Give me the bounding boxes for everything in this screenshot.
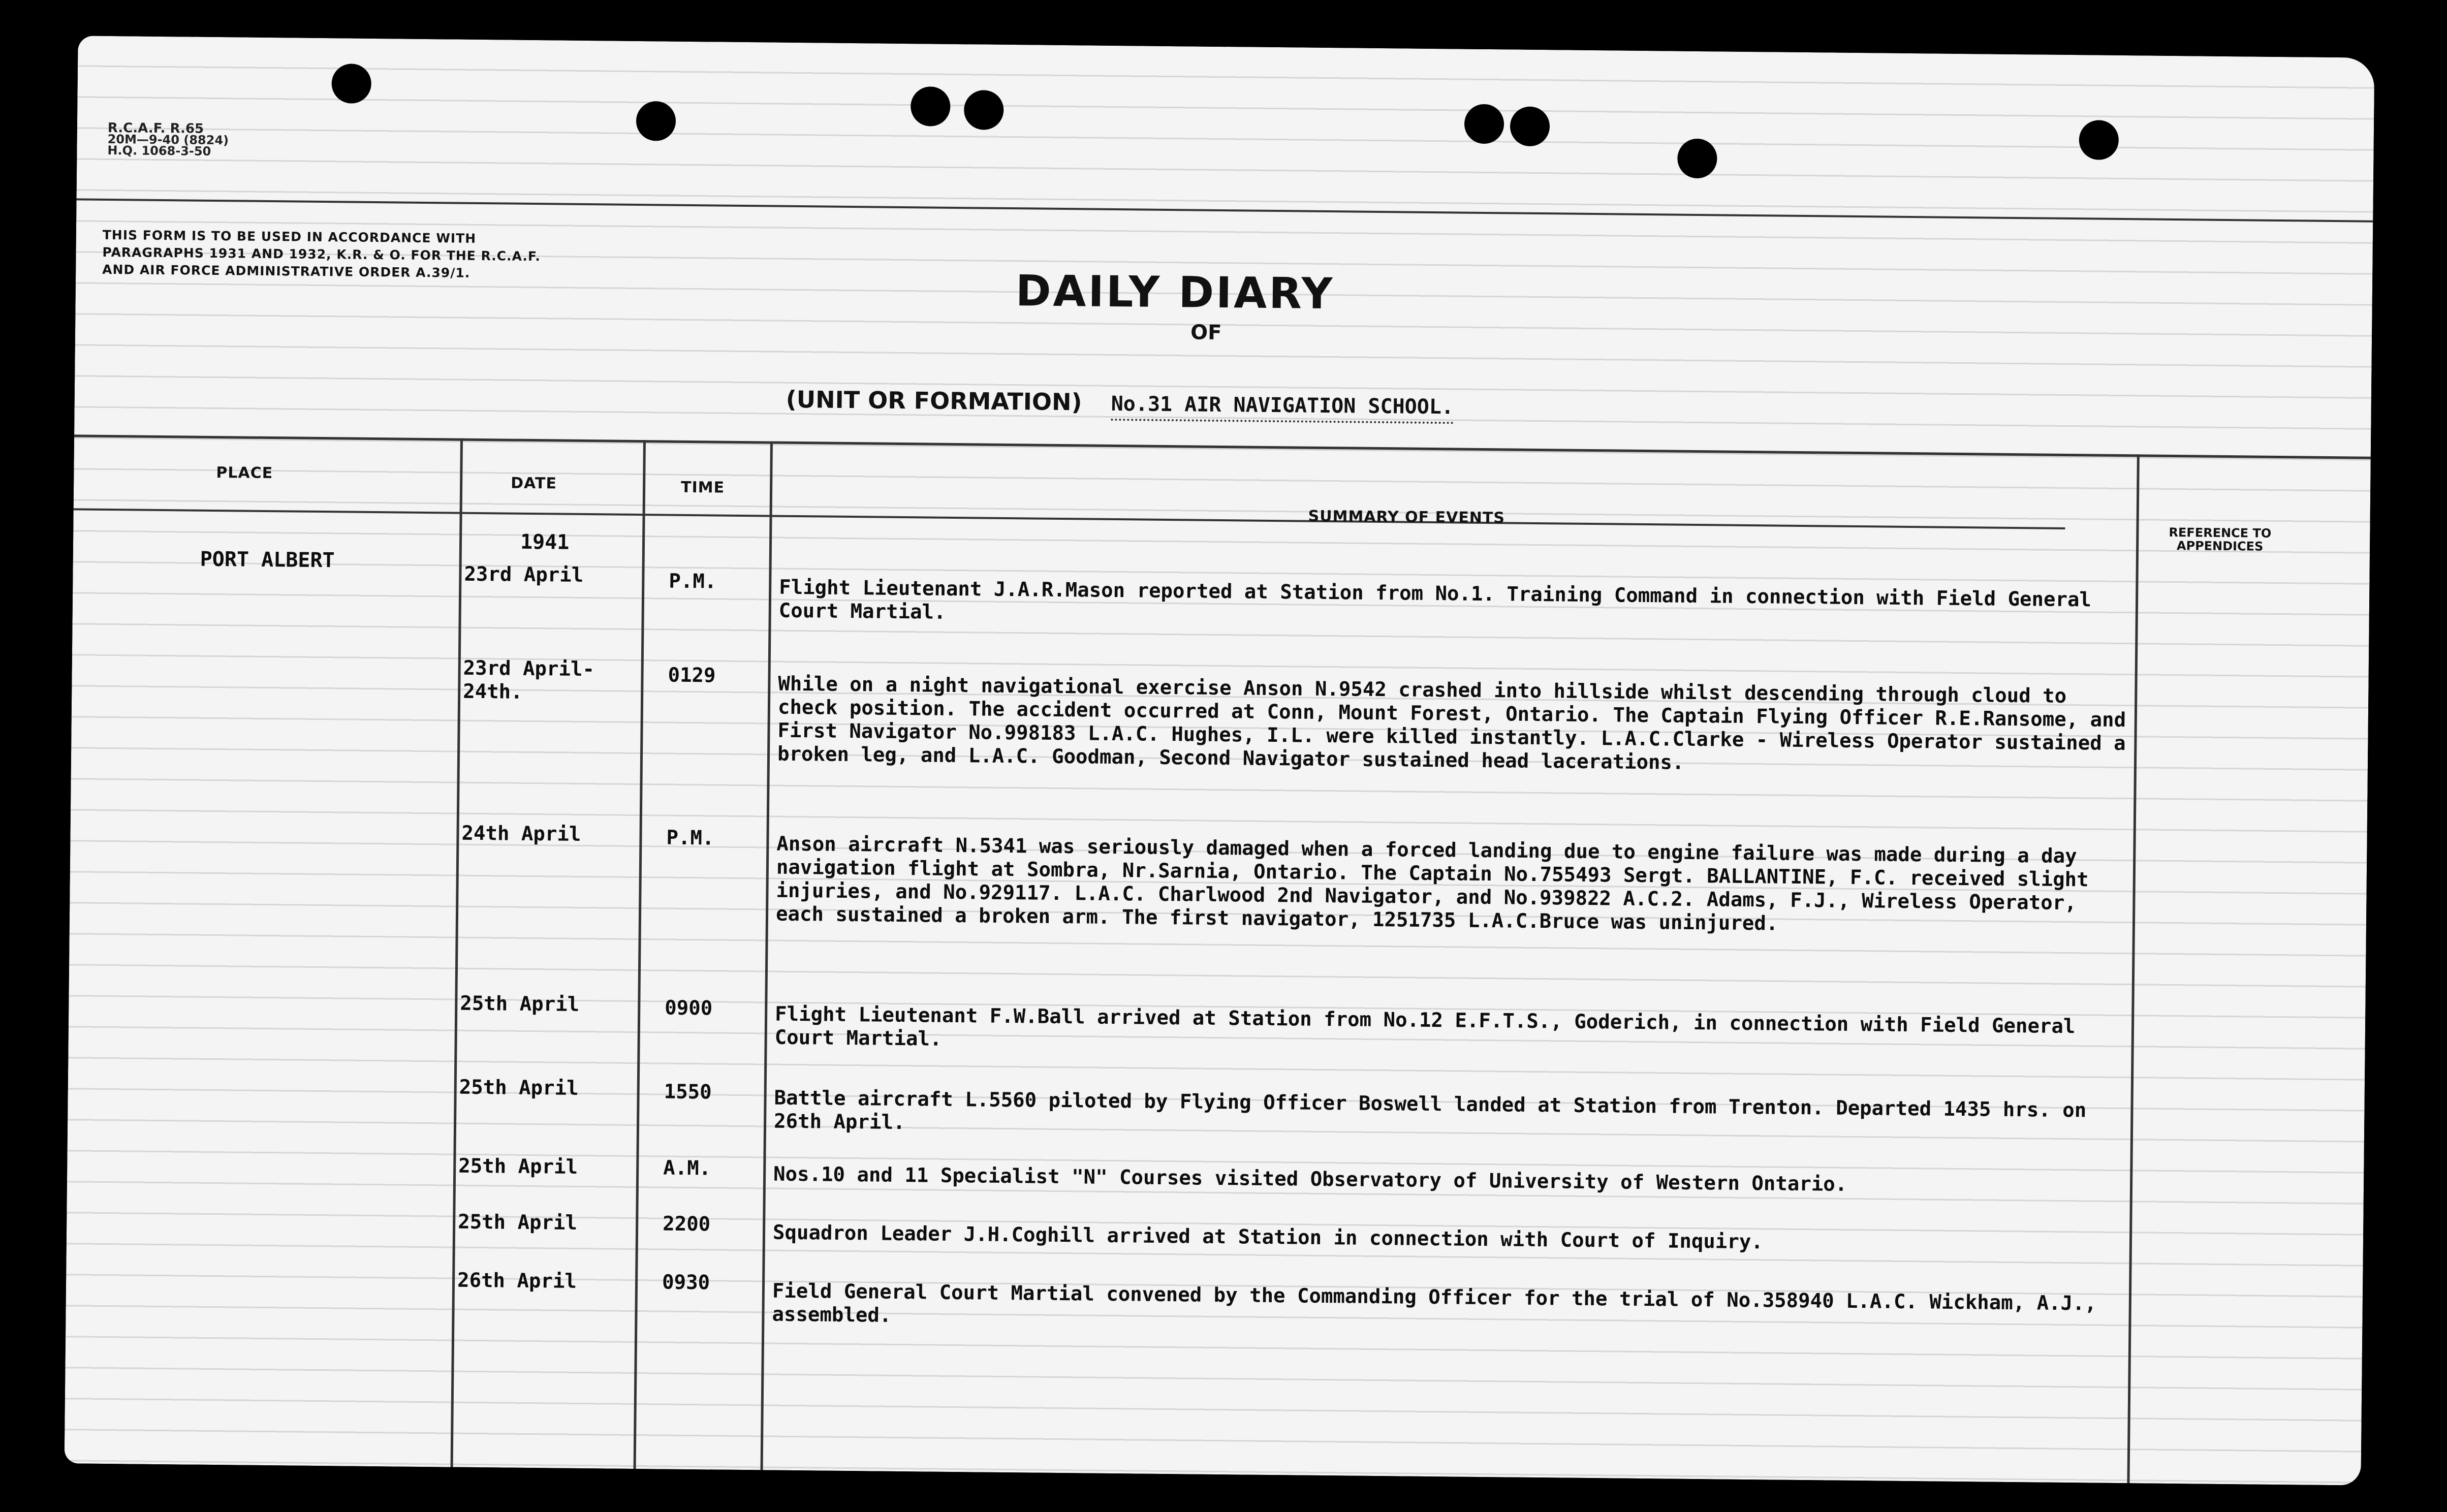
entry-date: 23rd April- 24th. bbox=[463, 656, 595, 704]
entry-time: P.M. bbox=[666, 826, 714, 850]
punch-hole bbox=[911, 86, 951, 127]
entry-summary: Flight Lieutenant J.A.R.Mason reported at Station from No.1. Training Command in connection with Field General Court Martial. bbox=[778, 576, 2092, 624]
column-divider bbox=[451, 438, 463, 1467]
page-title: DAILY DIARY bbox=[1015, 266, 1335, 319]
year-value: 1941 bbox=[520, 530, 570, 554]
title-of: OF bbox=[1190, 321, 1222, 345]
entry-time: P.M. bbox=[669, 570, 717, 593]
unit-label: (UNIT OR FORMATION) bbox=[786, 385, 1082, 416]
entry-summary: Flight Lieutenant F.W.Ball arrived at Station from No.12 E.F.T.S., Goderich, in connection with Field General Court Martial. bbox=[774, 1002, 2076, 1051]
form-code bbox=[107, 122, 229, 157]
entry-date: 25th April bbox=[458, 1154, 578, 1179]
header-rule bbox=[76, 198, 2373, 222]
entry-time: A.M. bbox=[663, 1156, 711, 1180]
entry-summary: Squadron Leader J.H.Coghill arrived at Station in connection with Court of Inquiry. bbox=[772, 1221, 1764, 1254]
column-divider bbox=[634, 440, 646, 1469]
form-notice: THIS FORM IS TO BE USED IN ACCORDANCE WITH PARAGRAPHS 1931 AND 1932, K.R. & O. FOR THE R.C.A.F. AND AIR FORCE ADMINISTRATIVE ORDER A.39/1. bbox=[102, 227, 541, 280]
punch-hole bbox=[1677, 139, 1717, 179]
column-header-rule bbox=[74, 508, 2065, 529]
form-code-line: 20M—9-40 (8824) bbox=[107, 132, 229, 148]
column-header-reference: REFERENCE TO APPENDICES bbox=[2169, 525, 2272, 554]
punch-hole bbox=[636, 101, 676, 141]
entry-date: 25th April bbox=[457, 1210, 578, 1235]
punch-hole bbox=[2079, 120, 2119, 160]
entry-summary: Nos.10 and 11 Specialist "N" Courses visited Observatory of University of Western Ontario. bbox=[773, 1162, 1847, 1196]
punch-hole bbox=[331, 64, 371, 104]
column-header-summary: SUMMARY OF EVENTS bbox=[1308, 507, 1505, 527]
entry-date: 25th April bbox=[459, 1076, 579, 1100]
table-top-rule bbox=[74, 434, 2371, 459]
entry-date: 25th April bbox=[460, 992, 580, 1016]
entry-date: 26th April bbox=[457, 1269, 577, 1293]
entry-date: 24th April bbox=[461, 822, 581, 846]
column-header-place: PLACE bbox=[216, 464, 273, 483]
entry-summary: Field General Court Martial convened by the Commanding Officer for the trial of No.358940 L.A.C. Wickham, A.J., assembled. bbox=[772, 1279, 2097, 1327]
unit-value: No.31 AIR NAVIGATION SCHOOL. bbox=[1111, 392, 1454, 424]
place-value: PORT ALBERT bbox=[200, 547, 335, 573]
punch-hole bbox=[1510, 106, 1550, 146]
form-code-line: H.Q. 1068-3-50 bbox=[107, 143, 211, 159]
column-header-time: TIME bbox=[680, 478, 725, 497]
entry-summary: Anson aircraft N.5341 was seriously damaged when a forced landing due to engine failure was made during a day navigation flight at Sombra, Nr.Sarnia, Ontario. The Captain No.755493 Sergt. BALLANTINE, F.C. received slight injuries, and No.929117. L.A.C. Charlwood 2nd Navigator, and No.939822 A.C.2. Adams, F.J., Wireless Operator, each sustained a broken arm. The first navigator, 1251735 L.A.C.Bruce was uninjured. bbox=[775, 832, 2089, 935]
entry-time: 0900 bbox=[665, 996, 713, 1020]
entry-time: 0930 bbox=[662, 1271, 710, 1295]
form-code-line: R.C.A.F. R.65 bbox=[107, 120, 204, 137]
entry-time: 0129 bbox=[668, 664, 716, 687]
entry-date: 23rd April bbox=[464, 562, 584, 587]
entry-time: 1550 bbox=[664, 1080, 712, 1104]
column-divider bbox=[761, 441, 773, 1470]
entry-summary: Battle aircraft L.5560 piloted by Flying Officer Boswell landed at Station from Trenton. Departed 1435 hrs. on 26th April. bbox=[773, 1086, 2087, 1135]
diary-sheet bbox=[65, 36, 2375, 1485]
punch-hole bbox=[964, 90, 1004, 130]
column-header-date: DATE bbox=[511, 474, 557, 493]
punch-hole bbox=[1464, 104, 1504, 144]
entry-summary: While on a night navigational exercise Anson N.9542 crashed into hillside whilst descending through cloud to check position. The accident occurred at Conn, Mount Forest, Ontario. The Captain Flying Officer R.E.Ransome, and First Navigator No.998183 L.A.C. Hughes, I.L. were killed instantly. L.A.C.Clarke - Wireless Operator sustained a broken leg, and L.A.C. Goodman, Second Navigator sustained head lacerations. bbox=[777, 672, 2126, 774]
entry-time: 2200 bbox=[663, 1212, 711, 1236]
